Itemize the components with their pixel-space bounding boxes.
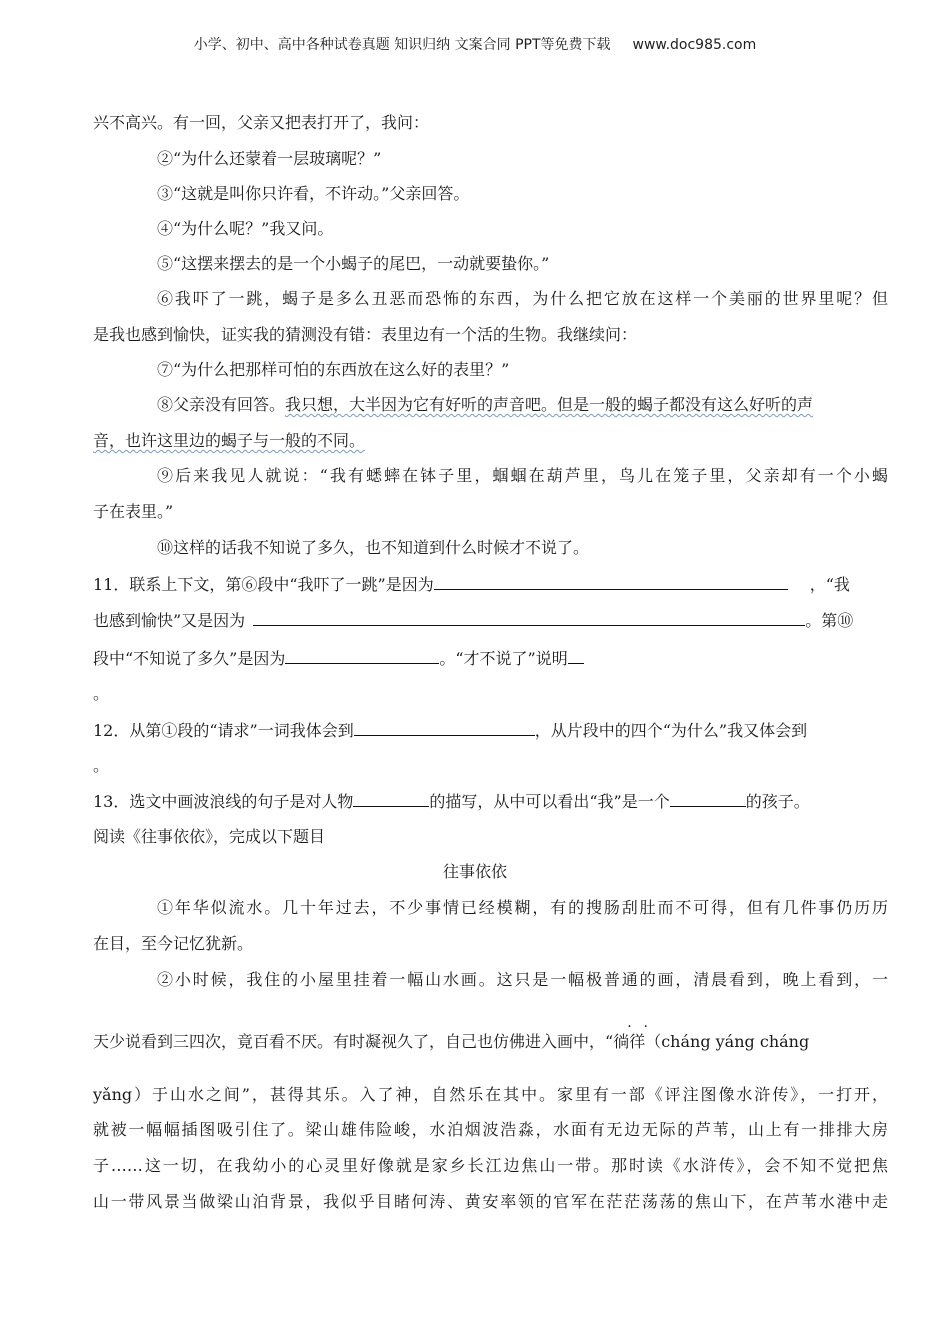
wavy-underlined-sentence-end: 音，也许这里边的蝎子与一般的不同。 <box>93 431 366 450</box>
q13-text-b: 的描写，从中可以看出“我”是一个 <box>429 792 670 811</box>
passage2-p1-line-1: ①年华似流水。几十年过去，不少事情已经模糊，有的搜肠刮肚而不可得，但有几件事仍历历 <box>157 898 888 917</box>
question-11-line-1 <box>93 573 888 597</box>
passage2-p2-line-5: 子……这一切，在我幼小的心灵里好像就是家乡长江边焦山一带。那时读《水浒传》，会不知不觉把焦 <box>93 1156 888 1175</box>
paragraph-7: ⑦“为什么把那样可怕的东西放在这么好的表里？” <box>157 360 510 379</box>
q12-text-a: 12．从第①段的“请求”一词我体会到 <box>93 721 354 740</box>
header-title: 小学、初中、高中各种试卷真题 知识归纳 文案合同 PPT等免费下载 <box>193 37 611 53</box>
passage2-p2-line-2 <box>93 1031 888 1055</box>
answer-blank[interactable] <box>434 573 788 590</box>
passage2-p2-line-3: yǎng）于山水之间”，甚得其乐。入了神，自然乐在其中。家里有一部《评注图像水浒传》，一打开， <box>93 1085 888 1104</box>
paragraph-10: ⑩这样的话我不知说了多久，也不知道到什么时候才不说了。 <box>157 538 590 557</box>
paragraph-9-line-1: ⑨后来我见人就说：“我有蟋蟀在钵子里，蝈蝈在葫芦里，鸟儿在笼子里，父亲却有一个小蝎 <box>157 466 888 485</box>
paragraph-line: 兴不高兴。有一回，父亲又把表打开了，我问： <box>93 113 430 132</box>
p2-text-pre: 天少说看到三四次，竟百看不厌。有时凝视久了，自己也仿佛进入画中，“ <box>93 1032 614 1051</box>
reading-intro: 阅读《往事依依》，完成以下题目 <box>93 827 326 846</box>
passage2-p2-line-4: 就被一幅幅插图吸引住了。梁山雄伟险峻，水泊烟波浩淼，水面有无边无际的芦苇，山上有一排排大房 <box>93 1120 888 1139</box>
answer-blank[interactable] <box>253 609 805 626</box>
paragraph-6-line-1: ⑥我吓了一跳，蝎子是多么丑恶而恐怖的东西，为什么把它放在这样一个美丽的世界里呢？但 <box>157 289 888 308</box>
question-11-line-4: 。 <box>93 684 110 703</box>
q12-text-b: ，从片段中的四个“为什么”我又体会到 <box>534 721 808 740</box>
page-header <box>0 34 950 54</box>
q11-text-e: 段中“不知说了多久”是因为 <box>93 649 286 668</box>
paragraph-6-line-2: 是我也感到愉快，证实我的猜测没有错：表里边有一个活的生物。我继续问： <box>93 325 638 344</box>
wavy-underlined-sentence: 我只想，大半因为它有好听的声音吧。但是一般的蝎子都没有这么好听的声 <box>285 395 814 414</box>
pinyin-annotation: （cháng yáng cháng <box>645 1032 810 1051</box>
question-12-line-1 <box>93 719 888 743</box>
paragraph-5: ⑤“这摆来摆去的是一个小蝎子的尾巴，一动就要蛰你。” <box>157 254 550 273</box>
answer-blank[interactable] <box>568 647 584 664</box>
header-url[interactable]: www.doc985.com <box>632 37 757 53</box>
question-11-line-2 <box>93 609 888 633</box>
passage2-p2-line-6: 山一带风景当做梁山泊背景，我似乎目睹何涛、黄安率领的官军在茫茫荡荡的焦山下，在芦苇水港中走 <box>93 1192 888 1211</box>
paragraph-2: ②“为什么还蒙着一层玻璃呢？” <box>157 149 382 168</box>
paragraph-8-line-2 <box>93 430 888 454</box>
answer-blank[interactable] <box>670 790 746 807</box>
question-11-line-3 <box>93 647 888 671</box>
question-12-line-2: 。 <box>93 756 110 775</box>
passage2-p2-line-1: ②小时候，我住的小屋里挂着一幅山水画。这只是一幅极普通的画，清晨看到，晚上看到，一 <box>157 970 888 989</box>
q11-text-f: 。“才不说了”说明 <box>439 649 568 668</box>
question-13 <box>93 790 888 814</box>
q13-text-a: 13．选文中画波浪线的句子是对人物 <box>93 792 354 811</box>
paragraph-9-line-2: 子在表里。” <box>93 502 174 521</box>
emphasized-word: · · 徜徉 <box>613 1032 645 1051</box>
passage2-p1-line-2: 在目，至今记忆犹新。 <box>93 934 254 953</box>
answer-blank[interactable] <box>354 719 535 736</box>
q11-text-c: 也感到愉快”又是因为 <box>93 611 246 630</box>
answer-blank[interactable] <box>285 647 439 664</box>
answer-blank[interactable] <box>353 790 429 807</box>
q13-text-c: 的孩子。 <box>745 792 810 811</box>
paragraph-3: ③“这就是叫你只许看，不许动。”父亲回答。 <box>157 184 470 203</box>
q11-text-b: ，“我 <box>809 575 850 594</box>
q11-text-a: 11．联系上下文，第⑥段中“我吓了一跳”是因为 <box>93 575 434 594</box>
passage-title: 往事依依 <box>442 862 507 881</box>
paragraph-8-plain: ⑧父亲没有回答。 <box>157 395 286 414</box>
paragraph-8-line-1 <box>157 394 888 418</box>
q11-text-d: 。第⑩ <box>805 611 854 630</box>
paragraph-4: ④“为什么呢？”我又问。 <box>157 219 334 238</box>
